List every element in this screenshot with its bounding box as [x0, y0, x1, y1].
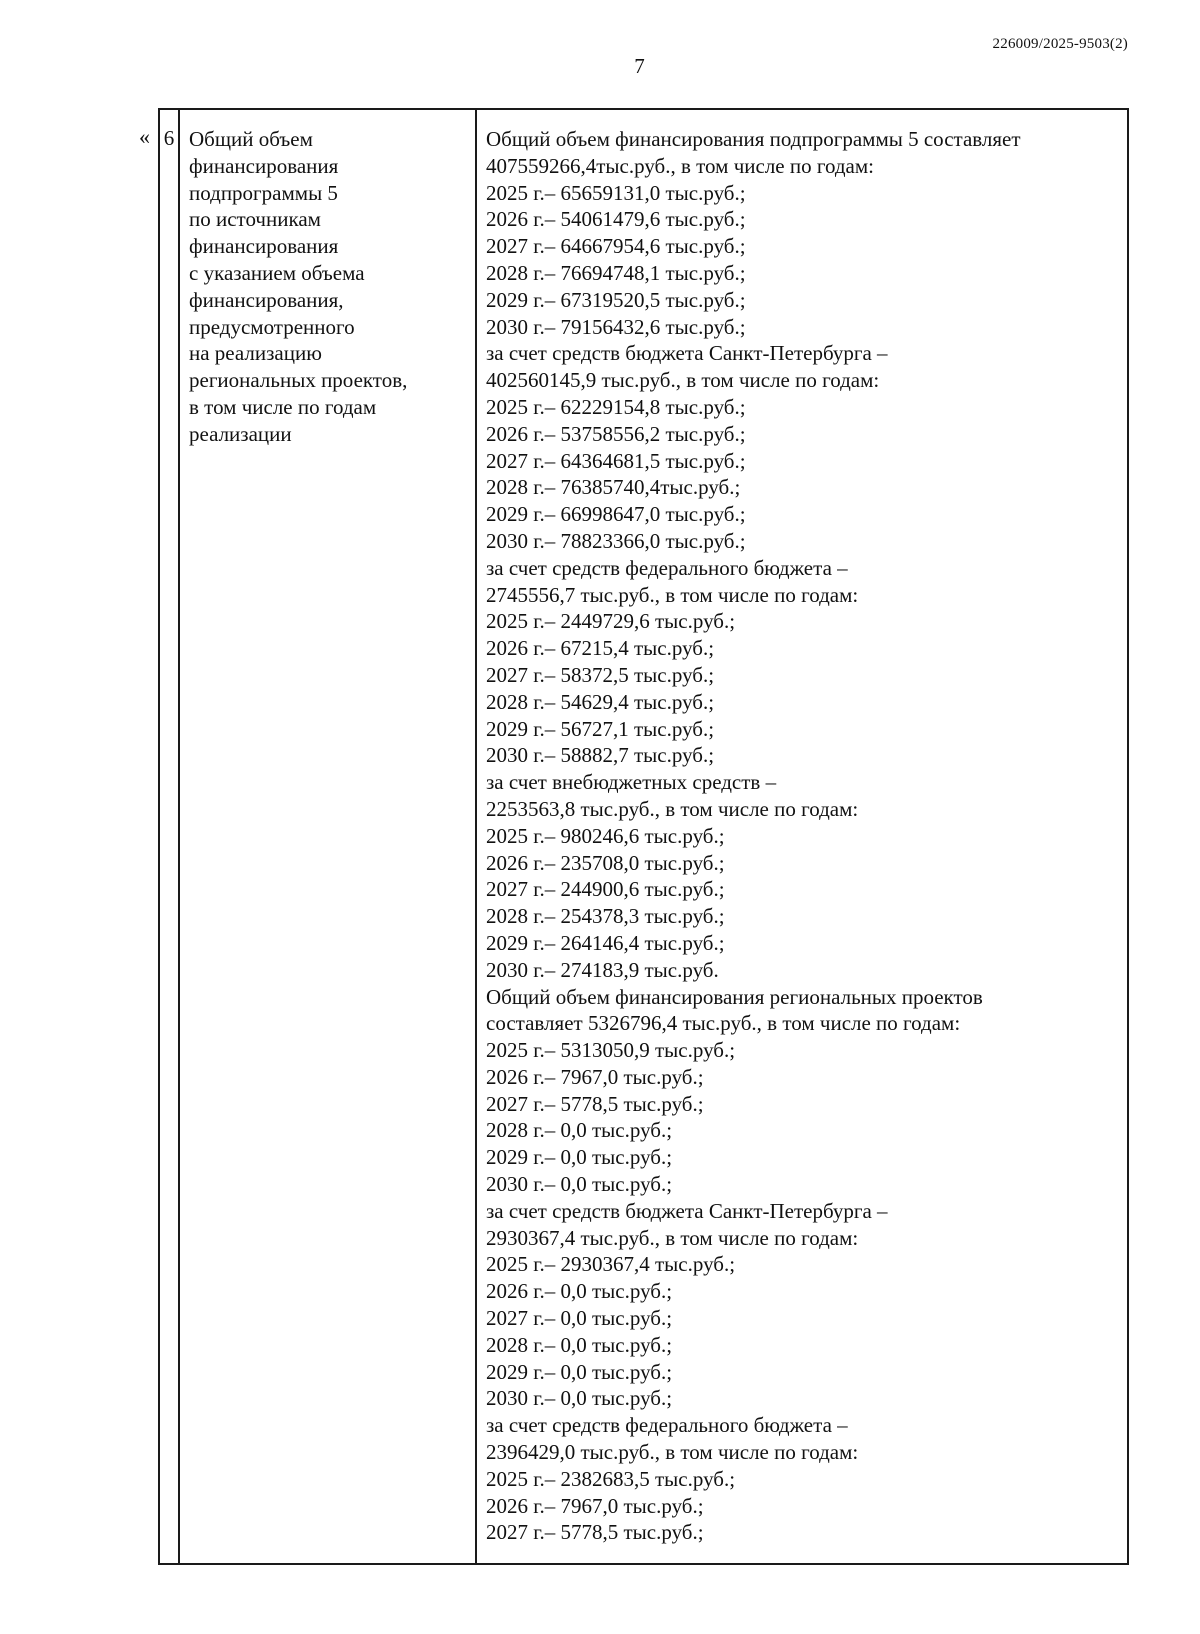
content-line: 2027 г.– 58372,5 тыс.руб.;	[486, 662, 715, 687]
label-line: предусмотренного	[189, 314, 355, 339]
label-line: региональных проектов,	[189, 368, 408, 393]
row-content-cell	[486, 126, 1126, 1546]
label-line: подпрограммы 5	[189, 180, 338, 205]
content-line: за счет средств бюджета Санкт-Петербурга –	[486, 341, 888, 366]
content-line: за счет средств федерального бюджета –	[486, 555, 848, 580]
content-line: 2026 г.– 67215,4 тыс.руб.;	[486, 636, 715, 661]
row-label-cell	[189, 126, 474, 448]
page-number: 7	[634, 54, 645, 78]
content-line: 2025 г.– 2449729,6 тыс.руб.;	[486, 609, 736, 634]
label-line: финансирования	[189, 153, 339, 178]
content-line: 2027 г.– 244900,6 тыс.руб.;	[486, 877, 725, 902]
content-line: 2025 г.– 2382683,5 тыс.руб.;	[486, 1466, 736, 1491]
opening-quote-mark: «	[139, 124, 150, 149]
content-line: 2028 г.– 76694748,1 тыс.руб.;	[486, 260, 746, 285]
content-line: составляет 5326796,4 тыс.руб., в том числе по годам:	[486, 1011, 961, 1036]
label-line: финансирования,	[189, 287, 344, 312]
label-line: реализации	[189, 421, 292, 446]
content-line: 2028 г.– 76385740,4тыс.руб.;	[486, 475, 741, 500]
label-line: в том числе по годам	[189, 394, 377, 419]
label-line: с указанием объема	[189, 260, 365, 285]
content-line: за счет средств федерального бюджета –	[486, 1413, 848, 1438]
column-divider-number	[178, 110, 180, 1563]
content-line: 2029 г.– 264146,4 тыс.руб.;	[486, 930, 725, 955]
content-line: 2026 г.– 7967,0 тыс.руб.;	[486, 1064, 704, 1089]
content-line: 2029 г.– 56727,1 тыс.руб.;	[486, 716, 715, 741]
content-line: 2026 г.– 53758556,2 тыс.руб.;	[486, 421, 746, 446]
content-line: 2025 г.– 980246,6 тыс.руб.;	[486, 823, 725, 848]
content-line: 2030 г.– 0,0 тыс.руб.;	[486, 1386, 673, 1411]
label-line: финансирования	[189, 234, 339, 259]
label-line: на реализацию	[189, 341, 322, 366]
column-divider-content	[475, 110, 477, 1563]
content-line: 2026 г.– 0,0 тыс.руб.;	[486, 1279, 673, 1304]
content-line: Общий объем финансирования подпрограммы 5 составляет	[486, 127, 1021, 151]
financing-table	[158, 108, 1129, 1565]
content-line: 2028 г.– 254378,3 тыс.руб.;	[486, 904, 725, 929]
content-line: 2026 г.– 235708,0 тыс.руб.;	[486, 850, 725, 875]
content-line: 2030 г.– 274183,9 тыс.руб.	[486, 957, 719, 982]
content-line: 2027 г.– 0,0 тыс.руб.;	[486, 1306, 673, 1331]
content-line: 2027 г.– 5778,5 тыс.руб.;	[486, 1520, 704, 1545]
document-registration-number: 226009/2025-9503(2)	[992, 36, 1128, 52]
content-line: 402560145,9 тыс.руб., в том числе по годам:	[486, 368, 880, 393]
content-line: 2029 г.– 66998647,0 тыс.руб.;	[486, 502, 746, 527]
content-line: 2025 г.– 65659131,0 тыс.руб.;	[486, 180, 746, 205]
label-line: Общий объем	[189, 127, 313, 151]
content-line: 2029 г.– 0,0 тыс.руб.;	[486, 1145, 673, 1170]
content-line: 2030 г.– 0,0 тыс.руб.;	[486, 1172, 673, 1197]
content-line: Общий объем финансирования региональных проектов	[486, 984, 983, 1009]
content-line: 2030 г.– 79156432,6 тыс.руб.;	[486, 314, 746, 339]
content-line: 2026 г.– 7967,0 тыс.руб.;	[486, 1493, 704, 1518]
content-line: 2025 г.– 5313050,9 тыс.руб.;	[486, 1038, 736, 1063]
content-line: 2025 г.– 62229154,8 тыс.руб.;	[486, 394, 746, 419]
content-line: 2028 г.– 0,0 тыс.руб.;	[486, 1118, 673, 1143]
row-number-cell: 6	[163, 126, 175, 150]
content-line: 2930367,4 тыс.руб., в том числе по годам:	[486, 1225, 859, 1250]
label-line: по источникам	[189, 207, 321, 232]
content-line: 2029 г.– 67319520,5 тыс.руб.;	[486, 287, 746, 312]
content-line: 2396429,0 тыс.руб., в том числе по годам:	[486, 1440, 859, 1465]
content-line: 2028 г.– 0,0 тыс.руб.;	[486, 1332, 673, 1357]
content-line: 2025 г.– 2930367,4 тыс.руб.;	[486, 1252, 736, 1277]
content-line: за счет внебюджетных средств –	[486, 770, 777, 795]
content-line: 2030 г.– 78823366,0 тыс.руб.;	[486, 528, 746, 553]
content-line: 2029 г.– 0,0 тыс.руб.;	[486, 1359, 673, 1384]
content-line: 2027 г.– 5778,5 тыс.руб.;	[486, 1091, 704, 1116]
content-line: 2030 г.– 58882,7 тыс.руб.;	[486, 743, 715, 768]
content-line: 2253563,8 тыс.руб., в том числе по годам:	[486, 796, 859, 821]
content-line: 2026 г.– 54061479,6 тыс.руб.;	[486, 207, 746, 232]
content-line: 407559266,4тыс.руб., в том числе по годам:	[486, 153, 874, 178]
content-line: 2027 г.– 64667954,6 тыс.руб.;	[486, 234, 746, 259]
content-line: 2028 г.– 54629,4 тыс.руб.;	[486, 689, 715, 714]
content-line: за счет средств бюджета Санкт-Петербурга –	[486, 1198, 888, 1223]
content-line: 2027 г.– 64364681,5 тыс.руб.;	[486, 448, 746, 473]
content-line: 2745556,7 тыс.руб., в том числе по годам:	[486, 582, 859, 607]
